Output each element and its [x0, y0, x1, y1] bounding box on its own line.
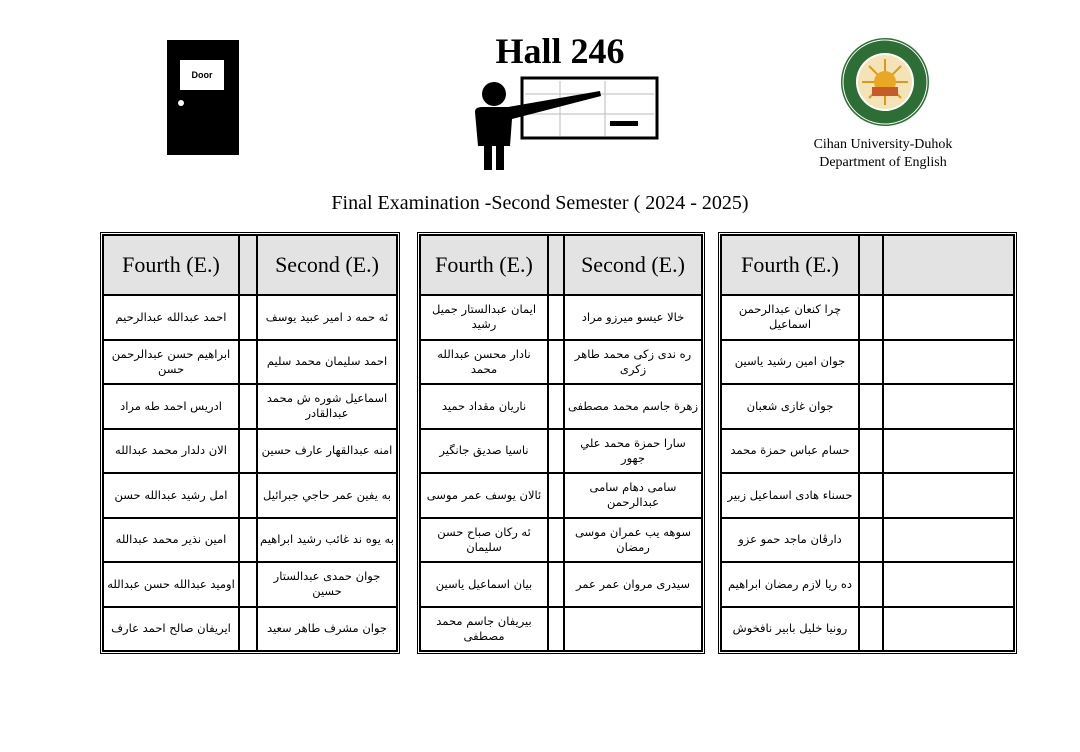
student-cell — [564, 607, 702, 652]
column-header-fourth: Fourth (E.) — [420, 235, 548, 295]
empty-cell — [883, 429, 1014, 474]
student-cell: نادار محسن عبدالله محمد — [420, 340, 548, 385]
column-separator — [239, 429, 257, 474]
student-cell: ده ريا لازم رمضان ابراهيم — [721, 562, 859, 607]
student-cell: بيان اسماعيل ياسين — [420, 562, 548, 607]
column-separator — [239, 473, 257, 518]
student-cell: حسناء هادى اسماعيل زبير — [721, 473, 859, 518]
column-separator — [859, 340, 883, 385]
empty-cell — [883, 384, 1014, 429]
column-separator — [548, 384, 564, 429]
student-cell: ناريان مقداد حميد — [420, 384, 548, 429]
column-separator — [859, 518, 883, 563]
student-cell: بيريفان جاسم محمد مصطفى — [420, 607, 548, 652]
table-row — [103, 473, 397, 518]
student-cell: جوان غازى شعبان — [721, 384, 859, 429]
column-separator — [548, 295, 564, 340]
table-row — [103, 384, 397, 429]
table-header-row — [721, 235, 1014, 295]
student-cell: جوان امين رشيد ياسين — [721, 340, 859, 385]
column-header-fourth: Fourth (E.) — [721, 235, 859, 295]
student-cell: دارڤان ماجد حمو عزو — [721, 518, 859, 563]
column-separator — [859, 562, 883, 607]
university-logo — [832, 37, 938, 128]
column-separator — [239, 384, 257, 429]
table-row — [721, 518, 1014, 563]
door-knob-icon — [178, 100, 184, 106]
student-cell: زهرة جاسم محمد مصطفى — [564, 384, 702, 429]
student-cell: ابراهيم حسن عبدالرحمن حسن — [103, 340, 239, 385]
table-row — [721, 473, 1014, 518]
table-row — [420, 340, 702, 385]
student-cell: جوان حمدى عبدالستار حسين — [257, 562, 397, 607]
column-separator — [239, 562, 257, 607]
teacher-board-icon — [470, 74, 665, 172]
student-cell: خالا عيسو ميرزو مراد — [564, 295, 702, 340]
column-header-empty — [883, 235, 1014, 295]
table-row — [420, 518, 702, 563]
column-separator — [239, 295, 257, 340]
door-icon — [167, 40, 239, 155]
table-row — [103, 429, 397, 474]
column-separator — [548, 607, 564, 652]
student-cell: رونيا خليل بابير نافخوش — [721, 607, 859, 652]
column-separator — [859, 295, 883, 340]
student-cell: سيدرى مروان عمر عمر — [564, 562, 702, 607]
table-header-row — [103, 235, 397, 295]
empty-cell — [883, 607, 1014, 652]
column-separator — [548, 429, 564, 474]
table-row — [721, 562, 1014, 607]
column-separator — [239, 518, 257, 563]
student-cell: اوميد عبدالله حسن عبدالله — [103, 562, 239, 607]
student-cell: ايريفان صالح احمد عارف — [103, 607, 239, 652]
hall-title: Hall 246 — [495, 31, 625, 71]
student-cell: حسام عباس حمزة محمد — [721, 429, 859, 474]
seating-table-1 — [100, 232, 400, 654]
column-separator — [548, 562, 564, 607]
column-separator — [239, 607, 257, 652]
student-cell: ادريس احمد طه مراد — [103, 384, 239, 429]
exam-title: Final Examination -Second Semester ( 2024 - 2025) — [331, 192, 749, 214]
table-row — [103, 562, 397, 607]
column-separator — [239, 340, 257, 385]
table-row — [721, 340, 1014, 385]
column-separator — [859, 429, 883, 474]
table-row — [721, 429, 1014, 474]
column-separator — [859, 235, 883, 295]
column-separator — [548, 235, 564, 295]
student-cell: ئه ركان صباح حسن سليمان — [420, 518, 548, 563]
column-header-second: Second (E.) — [257, 235, 397, 295]
department-name: Department of English — [819, 155, 947, 170]
student-cell: ره ندى زكى محمد طاهر زكرى — [564, 340, 702, 385]
university-name: Cihan University-Duhok — [813, 137, 953, 152]
student-cell: احمد عبدالله عبدالرحيم — [103, 295, 239, 340]
student-cell: امنه عبدالقهار عارف حسين — [257, 429, 397, 474]
student-cell: الان دلدار محمد عبدالله — [103, 429, 239, 474]
table-row — [103, 518, 397, 563]
student-cell: به يفين عمر حاجي جبرائيل — [257, 473, 397, 518]
table-row — [420, 473, 702, 518]
column-header-second: Second (E.) — [564, 235, 702, 295]
table-row — [420, 384, 702, 429]
table-row — [103, 295, 397, 340]
empty-cell — [883, 295, 1014, 340]
column-separator — [859, 473, 883, 518]
column-separator — [239, 235, 257, 295]
empty-cell — [883, 518, 1014, 563]
table-row — [420, 295, 702, 340]
table-row — [721, 607, 1014, 652]
student-cell: احمد سليمان محمد سليم — [257, 340, 397, 385]
table-row — [721, 384, 1014, 429]
table-header-row — [420, 235, 702, 295]
student-cell: ئالان يوسف عمر موسى — [420, 473, 548, 518]
student-cell: سارا حمزة محمد علي جهور — [564, 429, 702, 474]
student-cell: سوهه يب عمران موسى رمضان — [564, 518, 702, 563]
door-sign: Door — [180, 60, 224, 90]
table-row — [420, 429, 702, 474]
student-cell: ناسيا صديق جانگير — [420, 429, 548, 474]
student-cell: سامى دهام سامى عبدالرحمن — [564, 473, 702, 518]
student-cell: چرا كنعان عبدالرحمن اسماعيل — [721, 295, 859, 340]
column-separator — [548, 340, 564, 385]
table-row — [420, 607, 702, 652]
student-cell: جوان مشرف طاهر سعيد — [257, 607, 397, 652]
student-cell: ايمان عبدالستار جميل رشيد — [420, 295, 548, 340]
student-cell: به يوه ند غائب رشيد ابراهيم — [257, 518, 397, 563]
seating-table-3 — [718, 232, 1017, 654]
seating-table-2 — [417, 232, 705, 654]
column-separator — [548, 473, 564, 518]
empty-cell — [883, 562, 1014, 607]
table-row — [103, 607, 397, 652]
student-cell: اسماعيل شوره ش محمد عبدالقادر — [257, 384, 397, 429]
column-separator — [859, 607, 883, 652]
empty-cell — [883, 340, 1014, 385]
table-row — [420, 562, 702, 607]
student-cell: ئه حمه د امير عبيد يوسف — [257, 295, 397, 340]
student-cell: امين نذير محمد عبدالله — [103, 518, 239, 563]
empty-cell — [883, 473, 1014, 518]
student-cell: امل رشيد عبدالله حسن — [103, 473, 239, 518]
table-row — [721, 295, 1014, 340]
column-separator — [548, 518, 564, 563]
column-separator — [859, 384, 883, 429]
table-row — [103, 340, 397, 385]
column-header-fourth: Fourth (E.) — [103, 235, 239, 295]
